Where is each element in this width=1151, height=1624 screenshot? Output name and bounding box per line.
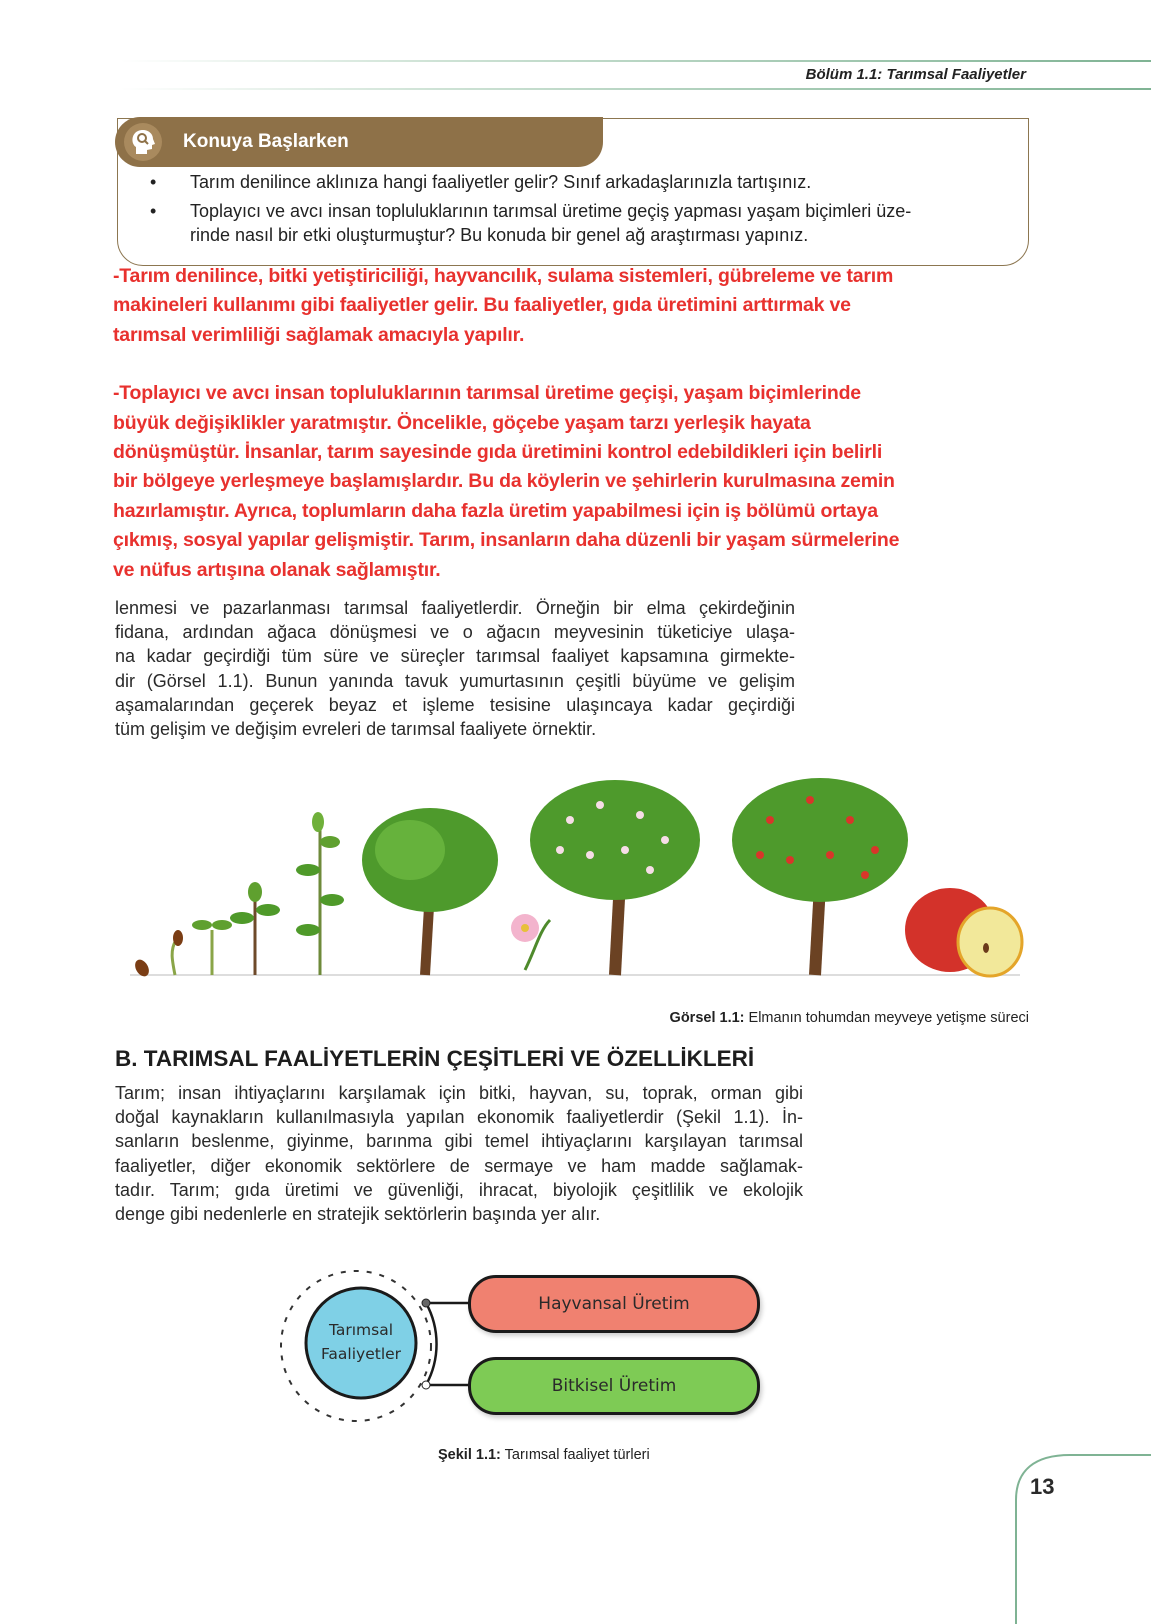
young-plant-icon: [230, 882, 280, 975]
text-line: dir (Görsel 1.1). Bunun yanında tavuk yumurtasının çeşitli büyüme ve gelişim: [115, 670, 795, 691]
bullet-text: Tarım denilince aklınıza hangi faaliyetler gelir? Sınıf arkadaşlarınızla tartışınız.: [190, 172, 812, 192]
answer-line: dönüşmüştür. İnsanlar, tarım sayesinde gıda üretimini kontrol edebildikleri için belirli: [113, 441, 883, 464]
page-corner-decoration: [1000, 1450, 1151, 1624]
apple-growth-illustration: [120, 760, 1040, 990]
text-line: faaliyetler, diğer ekonomik sektörlere de sermaye ve ham madde sağlamak-: [115, 1155, 803, 1176]
center-line: Tarımsal: [328, 1321, 394, 1339]
intro-bullet: • Toplayıcı ve avcı insan topluluklarının tarımsal üretime geçiş yapması yaşam biçimleri üze-: [150, 201, 912, 221]
bitkisel-uretim-node: Bitkisel Üretim: [468, 1357, 760, 1415]
intro-bullet: • Tarım denilince aklınıza hangi faaliyetler gelir? Sınıf arkadaşlarınızla tartışınız.: [150, 172, 812, 192]
page-number: 13: [1030, 1474, 1055, 1499]
answer-line: ve nüfus artışına olanak sağlamıştır.: [113, 558, 441, 581]
handwritten-answers: [113, 262, 1113, 585]
header-rule-top: [120, 60, 1151, 62]
bullet-text: rinde nasıl bir etki oluşturmuştur? Bu konuda bir genel ağ araştırması yapınız.: [190, 225, 809, 245]
answer-line: tarımsal verimliliği sağlamak amacıyla yapılır.: [113, 323, 525, 346]
seedling-icon: [192, 920, 232, 975]
sprout-icon: [172, 930, 183, 975]
answer-line: -Tarım denilince, bitki yetiştiriciliği, hayvancılık, sulama sistemleri, gübreleme ve tarım: [113, 265, 894, 287]
answer-line: hazırlamıştır. Ayrıca, toplumların daha fazla üretim yapabilmesi için iş bölümü ortaya: [113, 499, 878, 522]
answer-line: makineleri kullanımı gibi faaliyetler gelir. Bu faaliyetler, gıda üretimini arttırmak ve: [113, 294, 851, 317]
caption-text: Tarımsal faaliyet türleri: [500, 1447, 650, 1463]
caption-label: Şekil 1.1:: [438, 1447, 501, 1463]
text-line: denge gibi nedenlerle en stratejik sektörlerin başında yer alır.: [115, 1204, 601, 1225]
diagram-center-label: [306, 1318, 416, 1366]
text-line: Tarım; insan ihtiyaçlarını karşılamak için bitki, hayvan, su, toprak, orman gibi: [115, 1083, 803, 1103]
flowering-tree-icon: [530, 780, 700, 975]
caption-text: Elmanın tohumdan meyveye yetişme süreci: [744, 1010, 1029, 1026]
answer-line: -Toplayıcı ve avcı insan topluluklarının tarımsal üretime geçişi, yaşam biçimlerinde: [113, 382, 861, 405]
intro-box-title: Konuya Başlarken: [183, 131, 349, 152]
text-line: na kadar geçirdiği tüm süre ve süreçler tarımsal faaliyet kapsamına girmekte-: [115, 646, 795, 667]
flower-icon: [511, 914, 550, 970]
body-paragraph-2: [115, 1081, 803, 1226]
apple-icon: [905, 888, 1022, 976]
section-heading: B. TARIMSAL FAALİYETLERİN ÇEŞİTLERİ VE ÖZELLİKLERİ: [115, 1046, 755, 1071]
text-line: fidana, ardından ağaca dönüşmesi ve o ağacın meyvesinin tüketiciye ulaşa-: [115, 622, 795, 643]
text-line: doğal kaynakların kullanılmasıyla yapılan ekonomik faaliyetlerdir (Şekil 1.1). İn-: [115, 1107, 803, 1128]
head-magnifier-icon: [123, 122, 163, 162]
text-line: sanların beslenme, giyinme, barınma gibi temel ihtiyaçlarını karşılayan tarımsal: [115, 1131, 803, 1152]
fruit-tree-icon: [732, 778, 908, 975]
center-line: Faaliyetler: [320, 1345, 402, 1363]
bullet-text: Toplayıcı ve avcı insan topluluklarının tarımsal üretime geçiş yapması yaşam biçimleri üze-: [190, 201, 912, 221]
answer-line: çıkmış, sosyal yapılar gelişmiştir. Tarım, insanların daha düzenli bir yaşam sürmelerine: [113, 529, 900, 552]
figure-2-caption: [438, 1447, 650, 1463]
hayvansal-uretim-node: Hayvansal Üretim: [468, 1275, 760, 1333]
sapling-icon: [296, 812, 344, 975]
intro-box-header: [115, 117, 603, 167]
figure-1-caption: [670, 1010, 1029, 1026]
body-paragraph-1: [115, 596, 795, 741]
answer-line: bir bölgeye yerleşmeye başlamışlardır. Bu da köylerin ve şehirlerin kurulmasına zemin: [113, 470, 895, 493]
caption-label: Görsel 1.1:: [669, 1010, 745, 1026]
young-tree-icon: [362, 808, 498, 975]
text-line: aşamalarından geçerek beyaz et işleme tesisine ulaşıncaya kadar geçirdiği: [115, 694, 795, 715]
answer-line: büyük değişiklikler yaratmıştır. Öncelikle, göçebe yaşam tarzı yerleşik hayata: [113, 411, 811, 434]
text-line: lenmesi ve pazarlanması tarımsal faaliyetlerdir. Örneğin bir elma çekirdeğinin: [115, 598, 795, 618]
header-rule-bottom: [120, 88, 1151, 90]
chapter-title: Bölüm 1.1: Tarımsal Faaliyetler: [805, 66, 1026, 83]
text-line: tüm gelişim ve değişim evreleri de tarımsal faaliyete örnektir.: [115, 719, 597, 740]
text-line: tadır. Tarım; gıda üretimi ve güvenliği, ihracat, biyolojik çeşitlilik ve ekolojik: [115, 1179, 803, 1200]
